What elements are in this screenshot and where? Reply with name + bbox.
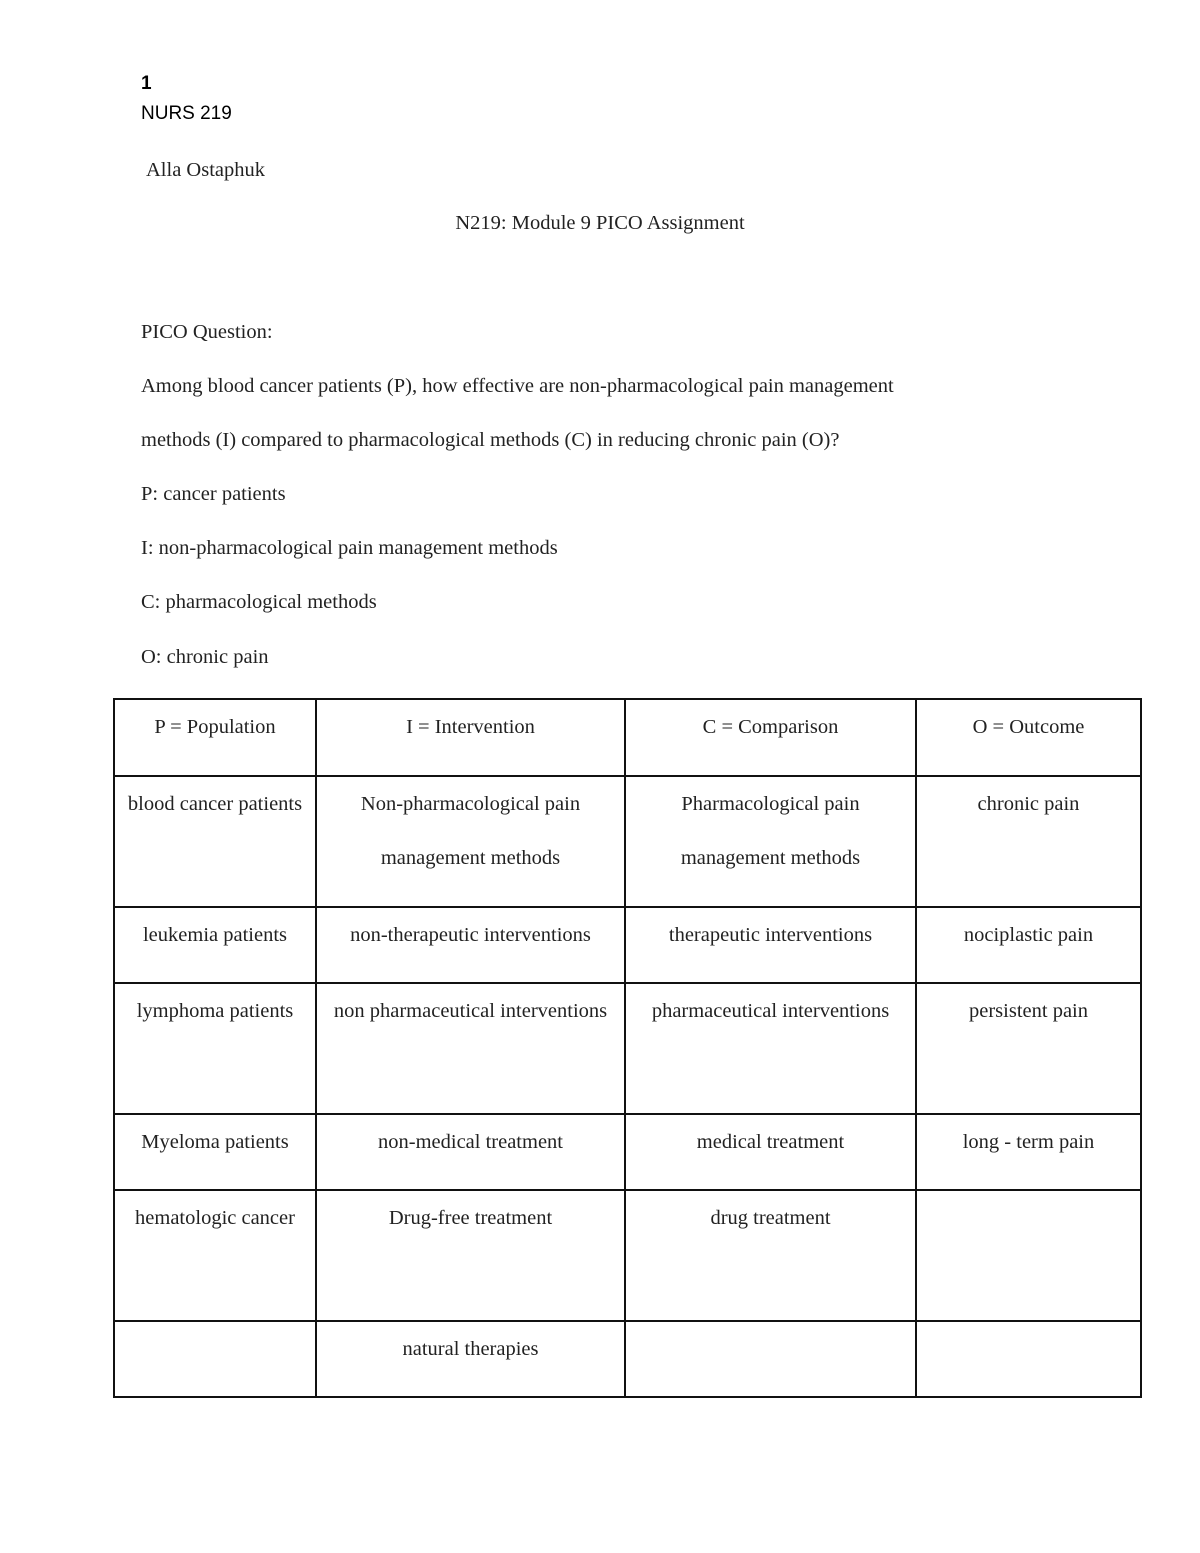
table-cell: chronic pain	[916, 776, 1141, 907]
component-population: P: cancer patients	[141, 483, 286, 505]
pico-question-text-line-2: methods (I) compared to pharmacological methods (C) in reducing chronic pain (O)?	[141, 429, 840, 451]
table-header-row	[114, 699, 1141, 776]
header-population: P = Population	[114, 699, 316, 776]
table-row	[114, 907, 1141, 983]
course-code: NURS 219	[141, 103, 232, 124]
table-cell: non-therapeutic interventions	[316, 907, 625, 983]
table-row	[114, 776, 1141, 907]
table-cell: therapeutic interventions	[625, 907, 916, 983]
table-cell	[916, 1190, 1141, 1321]
table-cell: non pharmaceutical interventions	[316, 983, 625, 1114]
table-cell: lymphoma patients	[114, 983, 316, 1114]
table-cell: Myeloma patients	[114, 1114, 316, 1190]
table-row	[114, 1114, 1141, 1190]
pico-table	[113, 698, 1142, 1398]
table-cell	[916, 1321, 1141, 1397]
table-cell: hematologic cancer	[114, 1190, 316, 1321]
table-cell	[625, 1321, 916, 1397]
author-name: Alla Ostaphuk	[146, 159, 265, 181]
header-comparison: C = Comparison	[625, 699, 916, 776]
header-outcome: O = Outcome	[916, 699, 1141, 776]
table-cell: natural therapies	[316, 1321, 625, 1397]
document-title: N219: Module 9 PICO Assignment	[455, 212, 745, 234]
table-cell: Drug-free treatment	[316, 1190, 625, 1321]
table-cell: long - term pain	[916, 1114, 1141, 1190]
table-cell: non-medical treatment	[316, 1114, 625, 1190]
pico-question-label: PICO Question:	[141, 321, 273, 343]
pico-question-text-line-1: Among blood cancer patients (P), how effective are non-pharmacological pain management	[141, 375, 894, 397]
table-cell: leukemia patients	[114, 907, 316, 983]
table-cell: drug treatment	[625, 1190, 916, 1321]
table-row	[114, 1190, 1141, 1321]
table-cell: Non-pharmacological pain management methods	[316, 776, 625, 907]
component-outcome: O: chronic pain	[141, 646, 269, 668]
table-cell: pharmaceutical interventions	[625, 983, 916, 1114]
table-cell: persistent pain	[916, 983, 1141, 1114]
table-row	[114, 983, 1141, 1114]
table-cell: Pharmacological pain management methods	[625, 776, 916, 907]
component-intervention: I: non-pharmacological pain management methods	[141, 537, 558, 559]
table-cell	[114, 1321, 316, 1397]
table-row	[114, 1321, 1141, 1397]
table-cell: nociplastic pain	[916, 907, 1141, 983]
header-intervention: I = Intervention	[316, 699, 625, 776]
table-cell: medical treatment	[625, 1114, 916, 1190]
page-number: 1	[141, 73, 152, 94]
table-cell: blood cancer patients	[114, 776, 316, 907]
component-comparison: C: pharmacological methods	[141, 591, 377, 613]
